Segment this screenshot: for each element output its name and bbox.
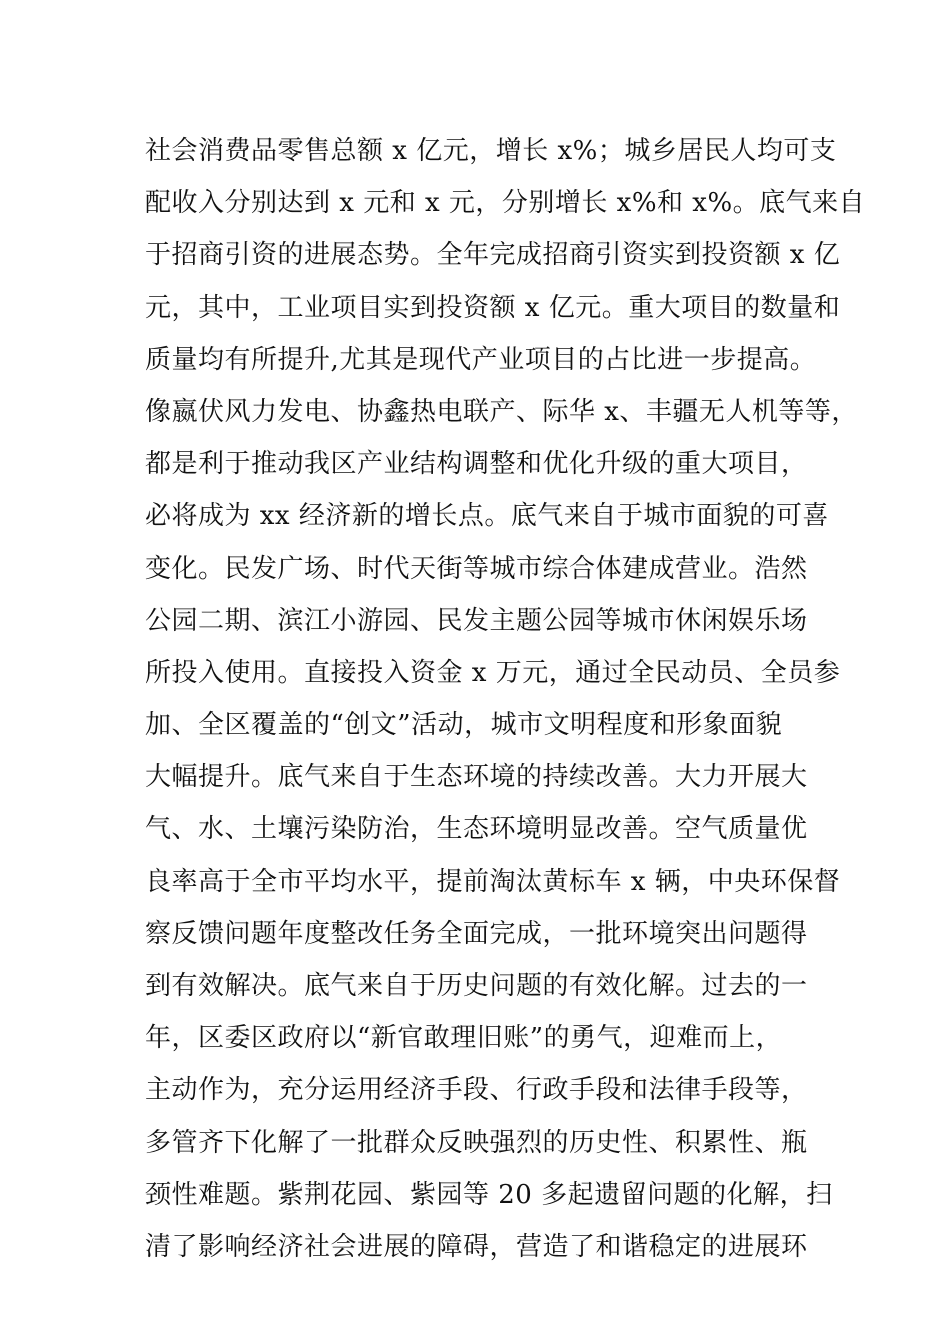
text-line: 主动作为，充分运用经济手段、行政手段和法律手段等， [145,1075,808,1106]
text-line: 所投入使用。直接投入资金 x 万元，通过全民动员、全员参 [145,657,841,688]
text-line: 质量均有所提升,尤其是现代产业项目的占比进一步提高。 [145,344,817,375]
text-line: 大幅提升。底气来自于生态环境的持续改善。大力开展大 [145,762,808,793]
text-line: 社会消费品零售总额 x 亿元，增长 x%；城乡居民人均可支 [145,136,837,166]
text-line: 元，其中，工业项目实到投资额 x 亿元。重大项目的数量和 [145,292,841,323]
text-line: 气、水、土壤污染防治，生态环境明显改善。空气质量优 [145,814,808,845]
text-line: 颈性难题。紫荆花园、紫园等 20 多起遗留问题的化解，扫 [145,1179,833,1210]
text-line: 年，区委区政府以“新官敢理旧账”的勇气，迎难而上， [145,1023,783,1054]
text-line: 清了影响经济社会进展的障碍，营造了和谐稳定的进展环 [145,1231,808,1262]
text-line: 都是利于推动我区产业结构调整和优化升级的重大项目， [145,449,808,480]
body-text [145,125,866,1273]
text-line: 加、全区覆盖的“创文”活动，城市文明程度和形象面貌 [145,710,783,741]
text-line: 公园二期、滨江小游园、民发主题公园等城市休闲娱乐场 [145,605,808,636]
text-line: 变化。民发广场、时代天街等城市综合体建成营业。浩然 [145,553,808,584]
text-line: 像嬴伏风力发电、协鑫热电联产、际华 x、丰疆无人机等等， [145,396,858,427]
text-line: 良率高于全市平均水平，提前淘汰黄标车 x 辆，中央环保督 [145,866,841,897]
text-line: 配收入分别达到 x 元和 x 元，分别增长 x%和 x%。底气来自 [145,188,866,219]
text-line: 必将成为 xx 经济新的增长点。底气来自于城市面貌的可喜 [145,501,829,532]
text-line: 于招商引资的进展态势。全年完成招商引资实到投资额 x 亿 [145,240,841,271]
text-line: 到有效解决。底气来自于历史问题的有效化解。过去的一 [145,971,808,1001]
text-line: 察反馈问题年度整改任务全面完成，一批环境突出问题得 [145,918,808,949]
text-line: 多管齐下化解了一批群众反映强烈的历史性、积累性、瓶 [145,1127,808,1158]
